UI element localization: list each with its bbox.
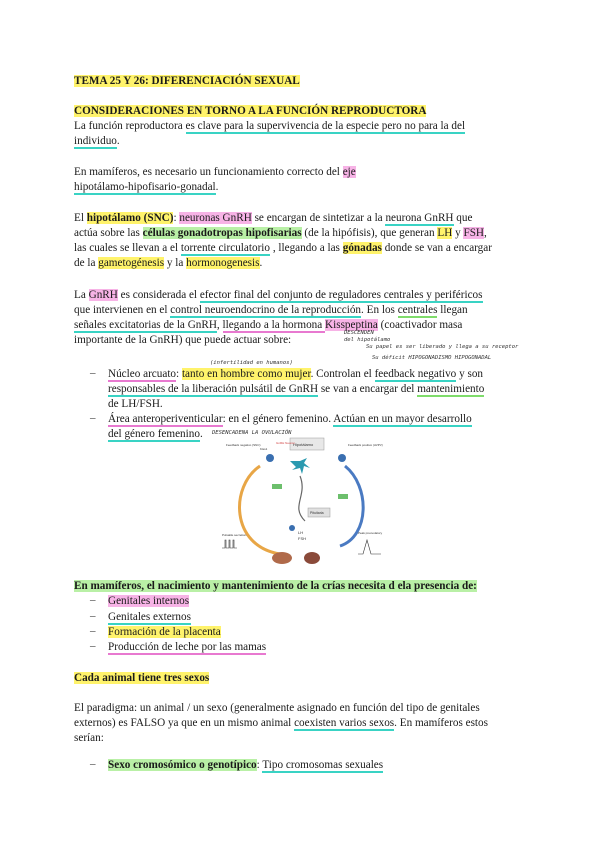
handwritten-note: DESENCADENA LA OVULACIÓN xyxy=(212,430,292,436)
diagram-label: Hipotálamo xyxy=(293,442,314,447)
text-span: Tipo cromosomas sexuales xyxy=(262,759,384,771)
text-span: del género femenino xyxy=(108,428,200,440)
avpv-neuron xyxy=(338,454,346,462)
kiss1-neuron xyxy=(266,454,274,462)
paragraph-line xyxy=(74,119,465,133)
text-span: se van a encargar del xyxy=(318,383,418,395)
receptor-marker xyxy=(338,494,348,499)
diagram-label: LH xyxy=(298,530,304,535)
text-span: . xyxy=(116,135,120,147)
text-span: Kisspeptina xyxy=(325,319,378,331)
paragraph-line xyxy=(74,701,480,715)
text-span: . Controlan el xyxy=(310,368,375,380)
text-span: mantenimiento xyxy=(417,383,485,395)
page-title xyxy=(74,74,300,88)
bullet-dash: – xyxy=(90,758,96,770)
bullet-line xyxy=(108,382,484,396)
text-span: importante de la GnRH) que puede actuar sobre: xyxy=(74,334,292,346)
handwritten-note: Su papel es ser liberado y llega a su receptor xyxy=(366,344,519,350)
text-span: , llegando a las xyxy=(270,242,343,254)
text-span: FSH xyxy=(463,227,484,239)
bullet-line xyxy=(108,427,203,441)
text-span: feedback negativo xyxy=(374,368,457,380)
list-item xyxy=(108,625,221,639)
text-span: de LH/FSH. xyxy=(108,398,163,410)
text-span: hormonogenesis xyxy=(186,257,260,269)
text-span: las cuales se llevan a el xyxy=(74,242,181,254)
text-span: LH xyxy=(437,227,453,239)
text-span: células gonadotropas hipofisarias xyxy=(142,227,302,239)
text-span: centrales xyxy=(397,304,438,316)
text-span: individuo xyxy=(74,135,117,147)
text-span: eje xyxy=(342,166,356,178)
diagram-label: GnRH Neuron xyxy=(276,441,296,445)
paragraph-line xyxy=(74,226,487,240)
text-span: El xyxy=(74,212,87,224)
diagram-label: Pulsatile secretion xyxy=(222,533,247,537)
bullet-dash: – xyxy=(90,367,96,379)
text-span: El paradigma: un animal / un sexo (generalmente asignado en función del tipo de genitales xyxy=(74,702,480,714)
text-span: . En los xyxy=(361,304,398,316)
bullet-line xyxy=(108,412,472,426)
paragraph-line xyxy=(74,165,356,179)
handwritten-note: del hipotálamo xyxy=(344,337,391,343)
gonadotrope-cell xyxy=(289,525,295,531)
text-span: gónadas xyxy=(342,242,382,254)
diagram-bg xyxy=(220,436,385,571)
bullet-dash: – xyxy=(90,625,96,637)
bullet-dash: – xyxy=(90,412,96,424)
text-span: (de la hipófisis), que generan xyxy=(301,227,438,239)
text-span: y la xyxy=(164,257,187,269)
paragraph-line xyxy=(74,211,472,225)
text-span: : en el género femenino. xyxy=(222,413,334,425)
paragraph-line xyxy=(74,333,291,347)
handwritten-note: DESCENDEN xyxy=(344,330,374,336)
ovary-icon xyxy=(304,552,320,564)
text-span: Genitales internos xyxy=(108,595,190,607)
text-span: : xyxy=(256,759,263,771)
section-heading-text: En mamíferos, el nacimiento y mantenimiento de la crías necesita d ela presencia de: xyxy=(74,580,477,592)
section-heading-text: Cada animal tiene tres sexos xyxy=(74,672,210,684)
section-heading-text: CONSIDERACIONES EN TORNO A LA FUNCIÓN REPRODUCTORA xyxy=(74,105,427,117)
text-span: tanto en hombre como mujer xyxy=(181,368,311,380)
diagram-label: Kiss1 xyxy=(260,447,268,451)
testis-icon xyxy=(272,552,292,564)
section-heading xyxy=(74,579,477,593)
bullet-dash: – xyxy=(90,610,96,622)
text-span: torrente circulatorio xyxy=(180,242,271,254)
text-span: (coactivador masa xyxy=(377,319,463,331)
diagram-label: FSH xyxy=(298,536,306,541)
section-heading xyxy=(74,104,426,118)
list-item xyxy=(108,594,189,608)
text-span: Núcleo arcuato xyxy=(108,368,177,380)
text-span: hipotálamo-hipofisario-gonadal xyxy=(74,181,216,193)
handwritten-note: (infertilidad en humanos) xyxy=(210,360,293,366)
text-span: y son xyxy=(456,368,484,380)
text-span: responsables de la liberación pulsátil de GnRH xyxy=(108,383,319,395)
text-span: se encargan de sintetizar a la xyxy=(251,212,386,224)
text-span: llegan xyxy=(437,304,468,316)
text-span: hipotálamo (SNC) xyxy=(86,212,174,224)
text-span: que intervienen en el xyxy=(74,304,171,316)
list-item xyxy=(108,610,191,624)
text-span: : xyxy=(176,368,182,380)
text-span: Actúan en un mayor desarrollo xyxy=(333,413,472,425)
paragraph-line xyxy=(74,180,218,194)
text-span: Formación de la placenta xyxy=(108,626,221,638)
list-item xyxy=(108,640,266,654)
text-span: control neuroendocrino de la reproducción xyxy=(170,304,362,316)
text-span: que xyxy=(453,212,473,224)
text-span: En mamíferos, es necesario un funcionamiento correcto del xyxy=(74,166,343,178)
receptor-marker xyxy=(272,484,282,489)
text-span: La función reproductora xyxy=(74,120,186,132)
handwritten-note: Su déficit HIPOGONADISMO HIPOGONADAL xyxy=(372,355,492,361)
paragraph-line xyxy=(74,318,462,332)
bullet-dash: – xyxy=(90,640,96,652)
bullet-line xyxy=(108,367,483,381)
paragraph-line xyxy=(74,256,262,270)
paragraph-line xyxy=(74,303,468,317)
text-span: es considerada el xyxy=(117,289,200,301)
text-span: GnRH xyxy=(88,289,118,301)
paragraph-line xyxy=(74,134,120,148)
text-span: Producción de leche por las mamas xyxy=(108,641,267,653)
text-span: : xyxy=(173,212,180,224)
hpg-axis-diagram xyxy=(220,436,385,571)
text-span: Genitales externos xyxy=(108,611,191,623)
text-span: coexisten varios sexos xyxy=(294,717,395,729)
text-span: neuronas GnRH xyxy=(179,212,252,224)
text-span: Sexo cromosómico o genotípico xyxy=(108,759,257,771)
text-span: llegando a la hormona xyxy=(222,319,326,331)
diagram-label: Pituitaria xyxy=(310,511,324,515)
text-span: de la xyxy=(74,257,99,269)
text-span: actúa sobre las xyxy=(74,227,143,239)
paragraph-line xyxy=(74,716,488,730)
text-span: , xyxy=(216,319,223,331)
paragraph-line xyxy=(74,731,104,745)
text-span: es clave para la supervivencia de la especie pero no para la del xyxy=(185,120,466,132)
bullet-dash: – xyxy=(90,594,96,606)
text-span: neurona GnRH xyxy=(385,212,454,224)
text-span: señales excitatorias de la GnRH xyxy=(74,319,217,331)
bullet-line xyxy=(108,397,163,411)
section-heading xyxy=(74,671,209,685)
diagram-label: Feedback positivo (AVPV) xyxy=(348,443,383,447)
text-span: efector final del conjunto de reguladores centrales y periféricos xyxy=(199,289,483,301)
text-span: donde se van a encargar xyxy=(381,242,492,254)
text-span: . xyxy=(259,257,263,269)
title-text: TEMA 25 Y 26: DIFERENCIACIÓN SEXUAL xyxy=(74,75,300,87)
paragraph-line xyxy=(74,241,492,255)
diagram-label: Feedback negativo (SNC) xyxy=(226,443,261,447)
text-span: La xyxy=(74,289,89,301)
text-span: externos) es FALSO ya que en un mismo animal xyxy=(74,717,295,729)
text-span: . En mamíferos estos xyxy=(394,717,488,729)
text-span: Área anteroperiventicular xyxy=(108,413,223,425)
bullet-line xyxy=(108,758,383,772)
text-span: . xyxy=(215,181,219,193)
paragraph-line xyxy=(74,288,483,302)
text-span: , xyxy=(484,227,487,239)
text-span: serían: xyxy=(74,732,104,744)
text-span: . xyxy=(199,428,203,440)
text-span: gametogénesis xyxy=(98,257,165,269)
diagram-label: Peak preovulatory xyxy=(358,531,383,535)
text-span: y xyxy=(452,227,464,239)
